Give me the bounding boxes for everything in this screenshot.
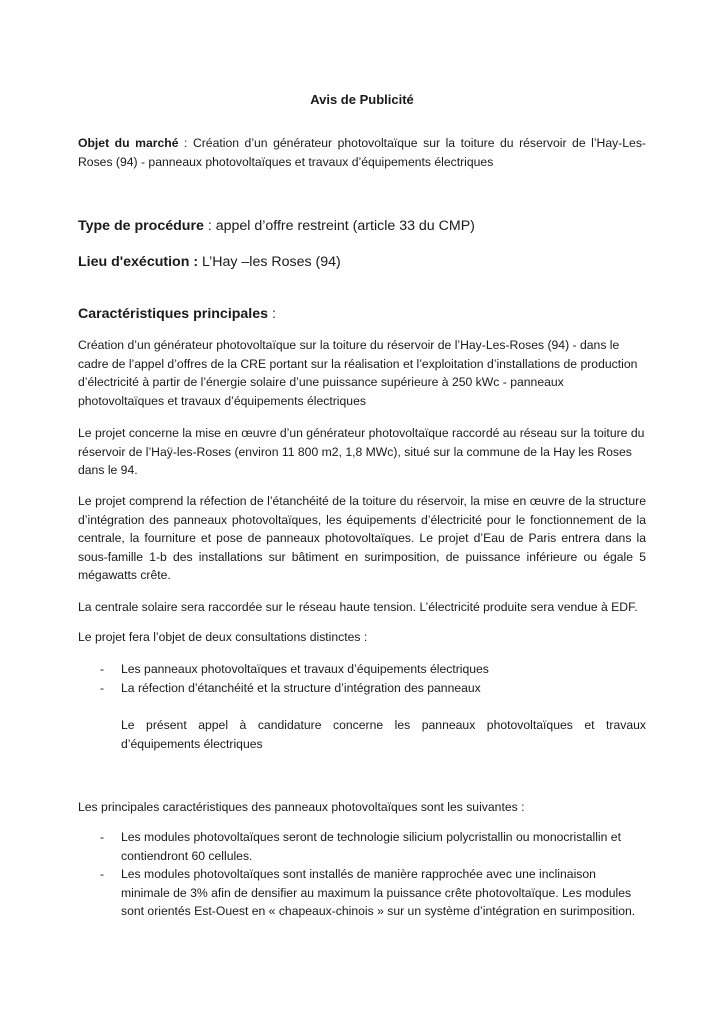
procedure-line (78, 216, 646, 236)
principales-intro: Les principales caractéristiques des panneaux photovoltaïques sont les suivantes : (78, 800, 525, 814)
procedure-section (78, 216, 646, 236)
lieu-section (78, 252, 646, 272)
paragraph-4-block (78, 598, 646, 617)
caracteristiques-heading (78, 304, 646, 324)
objet-label: Objet du marché (78, 136, 179, 150)
paragraph-4: La centrale solaire sera raccordée sur le réseau haute tension. L’électricité produite sera vendue à EDF. (78, 600, 638, 614)
lieu-line (78, 252, 646, 272)
procedure-sep: : (203, 218, 216, 234)
paragraph-5-block (78, 628, 646, 647)
list-item: - Les panneaux photovoltaïques et travaux d’équipements électriques (78, 660, 646, 679)
paragraph-1: Création d’un générateur photovoltaïque sur la toiture du réservoir de l’Hay-Les-Roses (94) - dans le cadre de l’appel d’offres de la CRE portant sur la réalisation et l’exploitation d’installations de production d’électricité à partir de l’énergie solaire d’une puissance supérieure à 250 kWc - panneaux photovoltaïques et travaux d’équipements électriques (78, 338, 638, 408)
principales-intro-block (78, 798, 646, 817)
list-item: - La réfection d’étanchéité et la structure d’intégration des panneaux (78, 679, 646, 698)
paragraph-5: Le projet fera l’objet de deux consultations distinctes : (78, 630, 368, 644)
present-appel-block (121, 716, 646, 753)
paragraph-2-block (78, 424, 646, 480)
list-item: - Les modules photovoltaïques seront de technologie silicium polycristallin ou monocristallin et contiendront 60 cellules. (78, 828, 646, 865)
procedure-text: appel d’offre restreint (article 33 du CMP) (215, 218, 475, 234)
document-title: Avis de Publicité (310, 92, 414, 107)
caracteristiques-heading-section (78, 304, 646, 324)
procedure-label: Type de procédure (78, 218, 204, 234)
caracteristiques-list-block (78, 828, 646, 921)
present-appel-paragraph: Le présent appel à candidature concerne les panneaux photovoltaïques et travaux d’équipements électriques (121, 718, 646, 751)
objet-sep: : (178, 136, 193, 150)
objet-paragraph (78, 134, 646, 171)
paragraph-1-block (78, 336, 646, 410)
paragraph-3: Le projet comprend la réfection de l’étanchéité de la toiture du réservoir, la mise en œuvre de la structure d’intégration des panneaux photovoltaïques, les équipements d’électricité pour le fonctionnement de la centrale, la fourniture et pose de panneaux photovoltaïques. Le projet d’Eau de Paris entrera dans la sous-famille 1-b des installations sur bâtiment en surimposition, de puissance inférieure ou égale 5 mégawatts crête. (78, 494, 646, 583)
consultations-list (78, 660, 646, 697)
lieu-text: L’Hay –les Roses (94) (198, 254, 341, 270)
caracteristiques-label: Caractéristiques principales (78, 306, 269, 322)
objet-section (78, 134, 646, 171)
objet-text: Création d’un générateur photovoltaïque sur la toiture du réservoir de l’Hay-Les-Roses (94) - panneaux photovoltaïques et travaux d’équipements électriques (78, 136, 646, 169)
caracteristiques-list (78, 828, 646, 921)
consultations-list-block (78, 660, 646, 697)
paragraph-3-block (78, 492, 646, 585)
lieu-label: Lieu d'exécution : (78, 254, 199, 270)
list-item: - Les modules photovoltaïques sont installés de manière rapprochée avec une inclinaison minimale de 3% afin de densifier au maximum la puissance crête photovoltaïque. Les modules sont orientés Est-Ouest en « chapeaux-chinois » sur un système d’intégration en surimposition. (78, 865, 646, 921)
caracteristiques-sep: : (268, 306, 276, 322)
paragraph-2: Le projet concerne la mise en œuvre d’un générateur photovoltaïque raccordé au réseau sur la toiture du réservoir de l’Haÿ-les-Roses (environ 11 800 m2, 1,8 MWc), situé sur la commune de la Hay les Roses dans le 94. (78, 426, 645, 478)
